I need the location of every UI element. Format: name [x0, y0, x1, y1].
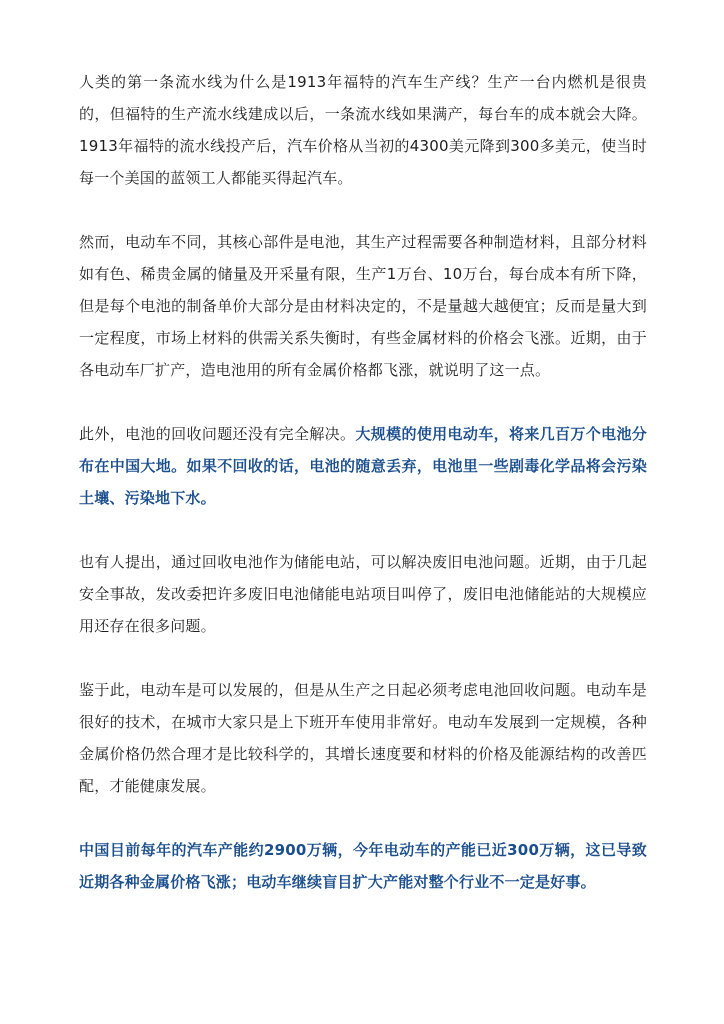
paragraph-text: 鉴于此，电动车是可以发展的，但是从生产之日起必须考虑电池回收问题。电动车是很好的技术，在城市大家只是上下班开车使用非常好。电动车发展到一定规模，各种金属价格仍然合理才是比较科学的，其增长速度要和材料的价格及能源结构的改善匹配，才能健康发展。 — [79, 681, 647, 795]
paragraph-energy-storage — [79, 546, 647, 642]
highlighted-text: 中国目前每年的汽车产能约2900万辆，今年电动车的产能已近300万辆，这已导致近期各种金属价格飞涨；电动车继续盲目扩大产能对整个行业不一定是好事。 — [79, 841, 647, 891]
paragraph-text: 人类的第一条流水线为什么是1913年福特的汽车生产线？生产一台内燃机是很贵的，但福特的生产流水线建成以后，一条流水线如果满产，每台车的成本就会大降。1913年福特的流水线投产后，汽车价格从当初的4300美元降到300多美元，使当时每一个美国的蓝领工人都能买得起汽车。 — [79, 73, 647, 187]
paragraph-battery-recycling — [79, 418, 647, 514]
paragraph-ford-assembly-line — [79, 66, 647, 194]
paragraph-capacity-summary — [79, 834, 647, 898]
highlighted-text: 大规模的使用电动车，将来几百万个电池分布在中国大地。如果不回收的话，电池的随意丢弃，电池里一些剧毒化学品将会污染土壤、污染地下水。 — [79, 425, 647, 507]
paragraph-text: 此外，电池的回收问题还没有完全解决。 — [79, 425, 356, 443]
paragraph-battery-materials — [79, 226, 647, 386]
paragraph-conclusion — [79, 674, 647, 802]
paragraph-text: 也有人提出，通过回收电池作为储能电站，可以解决废旧电池问题。近期，由于几起安全事故，发改委把许多废旧电池储能电站项目叫停了，废旧电池储能站的大规模应用还存在很多问题。 — [79, 553, 647, 635]
paragraph-text: 然而，电动车不同，其核心部件是电池，其生产过程需要各种制造材料，且部分材料如有色、稀贵金属的储量及开采量有限，生产1万台、10万台，每台成本有所下降，但是每个电池的制备单价大部分是由材料决定的，不是量越大越便宜；反而是量大到一定程度，市场上材料的供需关系失衡时，有些金属材料的价格会飞涨。近期，由于各电动车厂扩产，造电池用的所有金属价格都飞涨，就说明了这一点。 — [79, 233, 647, 379]
article-body — [79, 66, 647, 930]
